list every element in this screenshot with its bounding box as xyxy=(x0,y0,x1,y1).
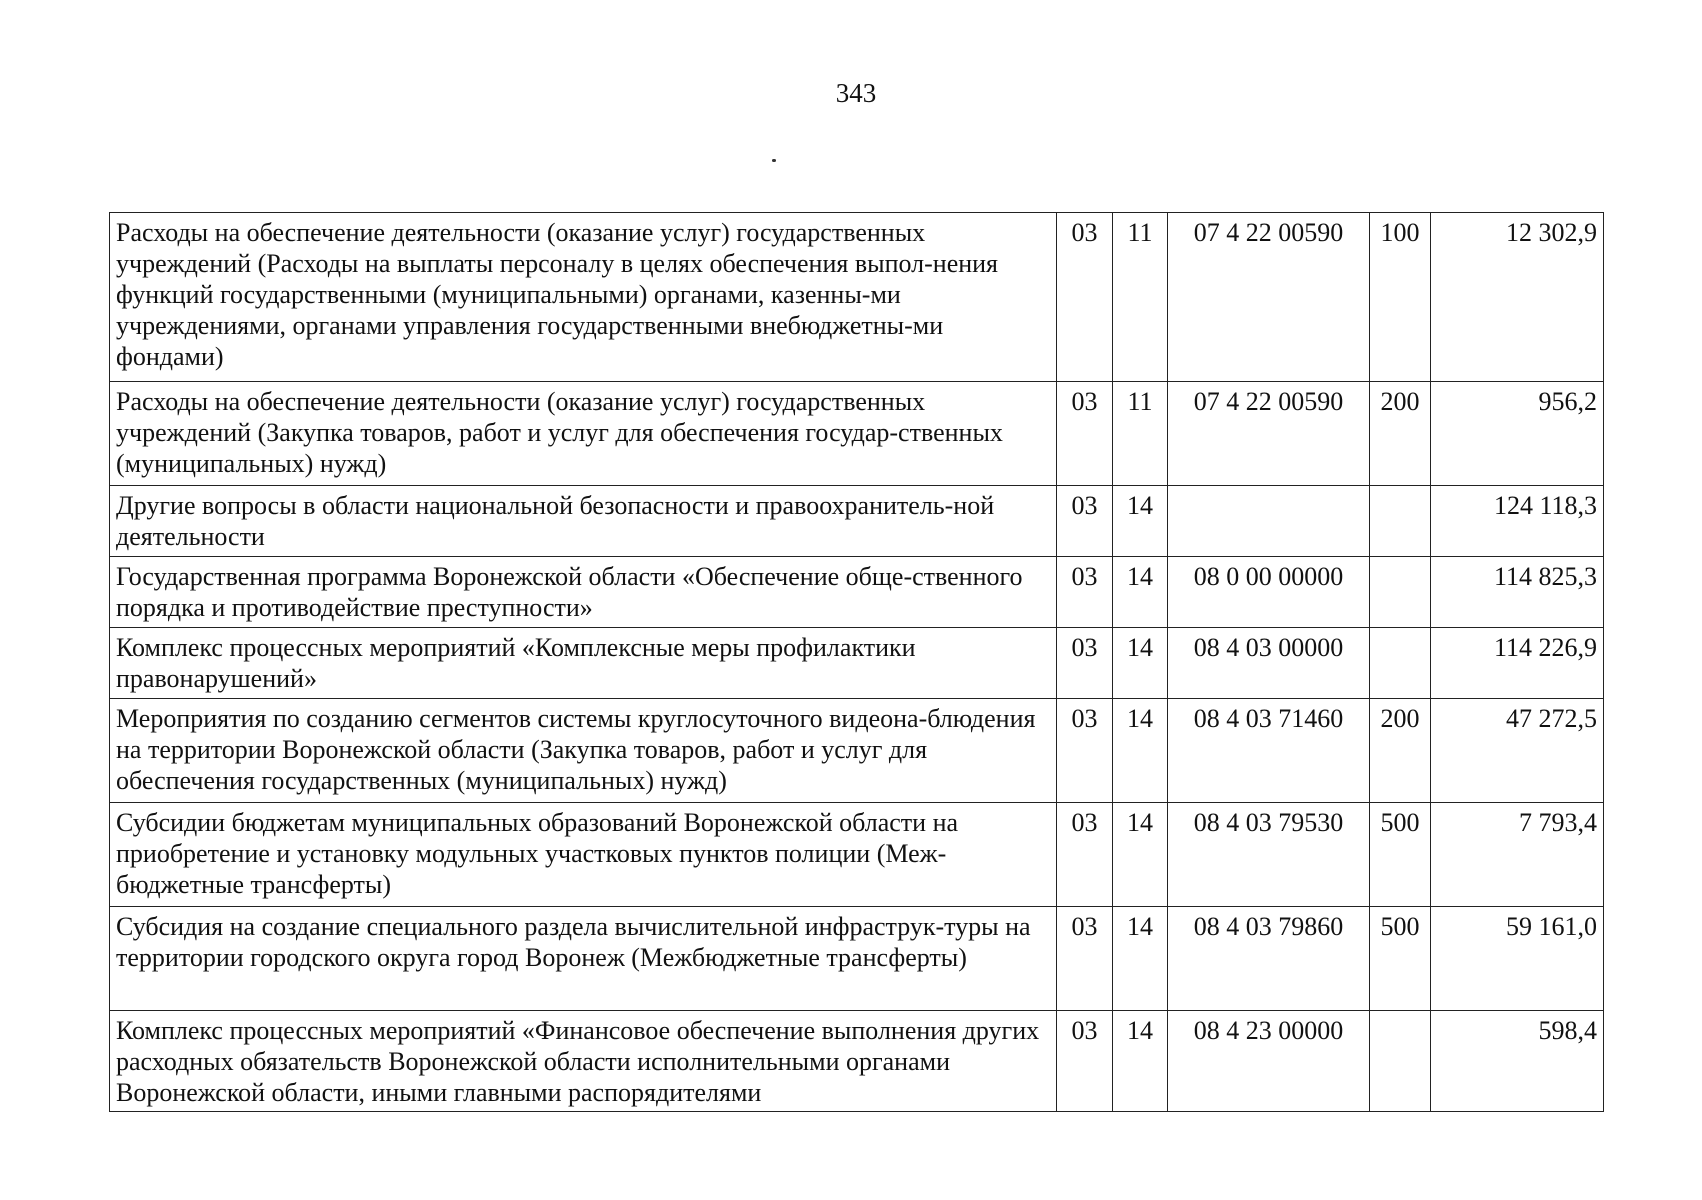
table-row xyxy=(110,803,1604,907)
row-expense-type: 200 xyxy=(1370,699,1431,803)
table-row xyxy=(110,557,1604,628)
row-target-article xyxy=(1168,486,1370,557)
row-subsection-code: 14 xyxy=(1113,628,1168,699)
row-amount: 12 302,9 xyxy=(1431,213,1604,382)
row-amount: 598,4 xyxy=(1431,1011,1604,1112)
row-target-article: 08 4 23 00000 xyxy=(1168,1011,1370,1112)
row-target-article: 07 4 22 00590 xyxy=(1168,213,1370,382)
row-description: Субсидия на создание специального раздела вычислительной инфраструк-туры на территории городского округа город Воронеж (Межбюджетные трансферты) xyxy=(110,907,1057,1011)
row-amount: 124 118,3 xyxy=(1431,486,1604,557)
row-description: Субсидии бюджетам муниципальных образований Воронежской области на приобретение и установку модульных участковых пунктов полиции (Меж-бюджетные трансферты) xyxy=(110,803,1057,907)
row-target-article: 08 4 03 79860 xyxy=(1168,907,1370,1011)
row-section-code: 03 xyxy=(1057,907,1113,1011)
row-description: Расходы на обеспечение деятельности (оказание услуг) государственных учреждений (Расходы на выплаты персоналу в целях обеспечения выпол-нения функций государственными (муниципальными) органами, казенны-ми учреждениями, органами управления государственными внебюджетны-ми фондами) xyxy=(110,213,1057,382)
row-section-code: 03 xyxy=(1057,803,1113,907)
row-expense-type: 500 xyxy=(1370,803,1431,907)
row-expense-type: 200 xyxy=(1370,382,1431,486)
row-expense-type: 100 xyxy=(1370,213,1431,382)
row-subsection-code: 14 xyxy=(1113,907,1168,1011)
table-row xyxy=(110,699,1604,803)
row-section-code: 03 xyxy=(1057,486,1113,557)
row-section-code: 03 xyxy=(1057,1011,1113,1112)
row-amount: 114 825,3 xyxy=(1431,557,1604,628)
row-target-article: 08 0 00 00000 xyxy=(1168,557,1370,628)
row-description: Расходы на обеспечение деятельности (оказание услуг) государственных учреждений (Закупка товаров, работ и услуг для обеспечения государ-ственных (муниципальных) нужд) xyxy=(110,382,1057,486)
row-expense-type xyxy=(1370,1011,1431,1112)
row-amount: 956,2 xyxy=(1431,382,1604,486)
row-subsection-code: 14 xyxy=(1113,486,1168,557)
table-row xyxy=(110,382,1604,486)
row-amount: 114 226,9 xyxy=(1431,628,1604,699)
row-section-code: 03 xyxy=(1057,382,1113,486)
row-expense-type xyxy=(1370,628,1431,699)
row-target-article: 07 4 22 00590 xyxy=(1168,382,1370,486)
row-subsection-code: 14 xyxy=(1113,699,1168,803)
row-section-code: 03 xyxy=(1057,557,1113,628)
row-amount: 7 793,4 xyxy=(1431,803,1604,907)
row-target-article: 08 4 03 00000 xyxy=(1168,628,1370,699)
row-subsection-code: 14 xyxy=(1113,1011,1168,1112)
row-target-article: 08 4 03 71460 xyxy=(1168,699,1370,803)
row-expense-type xyxy=(1370,486,1431,557)
row-subsection-code: 14 xyxy=(1113,803,1168,907)
row-amount: 47 272,5 xyxy=(1431,699,1604,803)
row-subsection-code: 11 xyxy=(1113,382,1168,486)
budget-table xyxy=(109,212,1604,1112)
row-amount: 59 161,0 xyxy=(1431,907,1604,1011)
row-subsection-code: 11 xyxy=(1113,213,1168,382)
row-section-code: 03 xyxy=(1057,628,1113,699)
row-subsection-code: 14 xyxy=(1113,557,1168,628)
row-description: Комплекс процессных мероприятий «Финансовое обеспечение выполнения других расходных обязательств Воронежской области исполнительными органами Воронежской области, иными главными распорядителями xyxy=(110,1011,1057,1112)
row-description: Другие вопросы в области национальной безопасности и правоохранитель-ной деятельности xyxy=(110,486,1057,557)
row-expense-type: 500 xyxy=(1370,907,1431,1011)
table-row xyxy=(110,628,1604,699)
table-row xyxy=(110,907,1604,1011)
row-description: Комплекс процессных мероприятий «Комплексные меры профилактики правонарушений» xyxy=(110,628,1057,699)
scan-speck xyxy=(772,159,776,162)
row-description: Государственная программа Воронежской области «Обеспечение обще-ственного порядка и противодействие преступности» xyxy=(110,557,1057,628)
row-section-code: 03 xyxy=(1057,699,1113,803)
row-section-code: 03 xyxy=(1057,213,1113,382)
table-row xyxy=(110,1011,1604,1112)
table-row xyxy=(110,213,1604,382)
row-expense-type xyxy=(1370,557,1431,628)
row-target-article: 08 4 03 79530 xyxy=(1168,803,1370,907)
page-number: 343 xyxy=(835,78,877,108)
table-row xyxy=(110,486,1604,557)
row-description: Мероприятия по созданию сегментов системы круглосуточного видеона-блюдения на территории Воронежской области (Закупка товаров, работ и услуг для обеспечения государственных (муниципальных) нужд) xyxy=(110,699,1057,803)
